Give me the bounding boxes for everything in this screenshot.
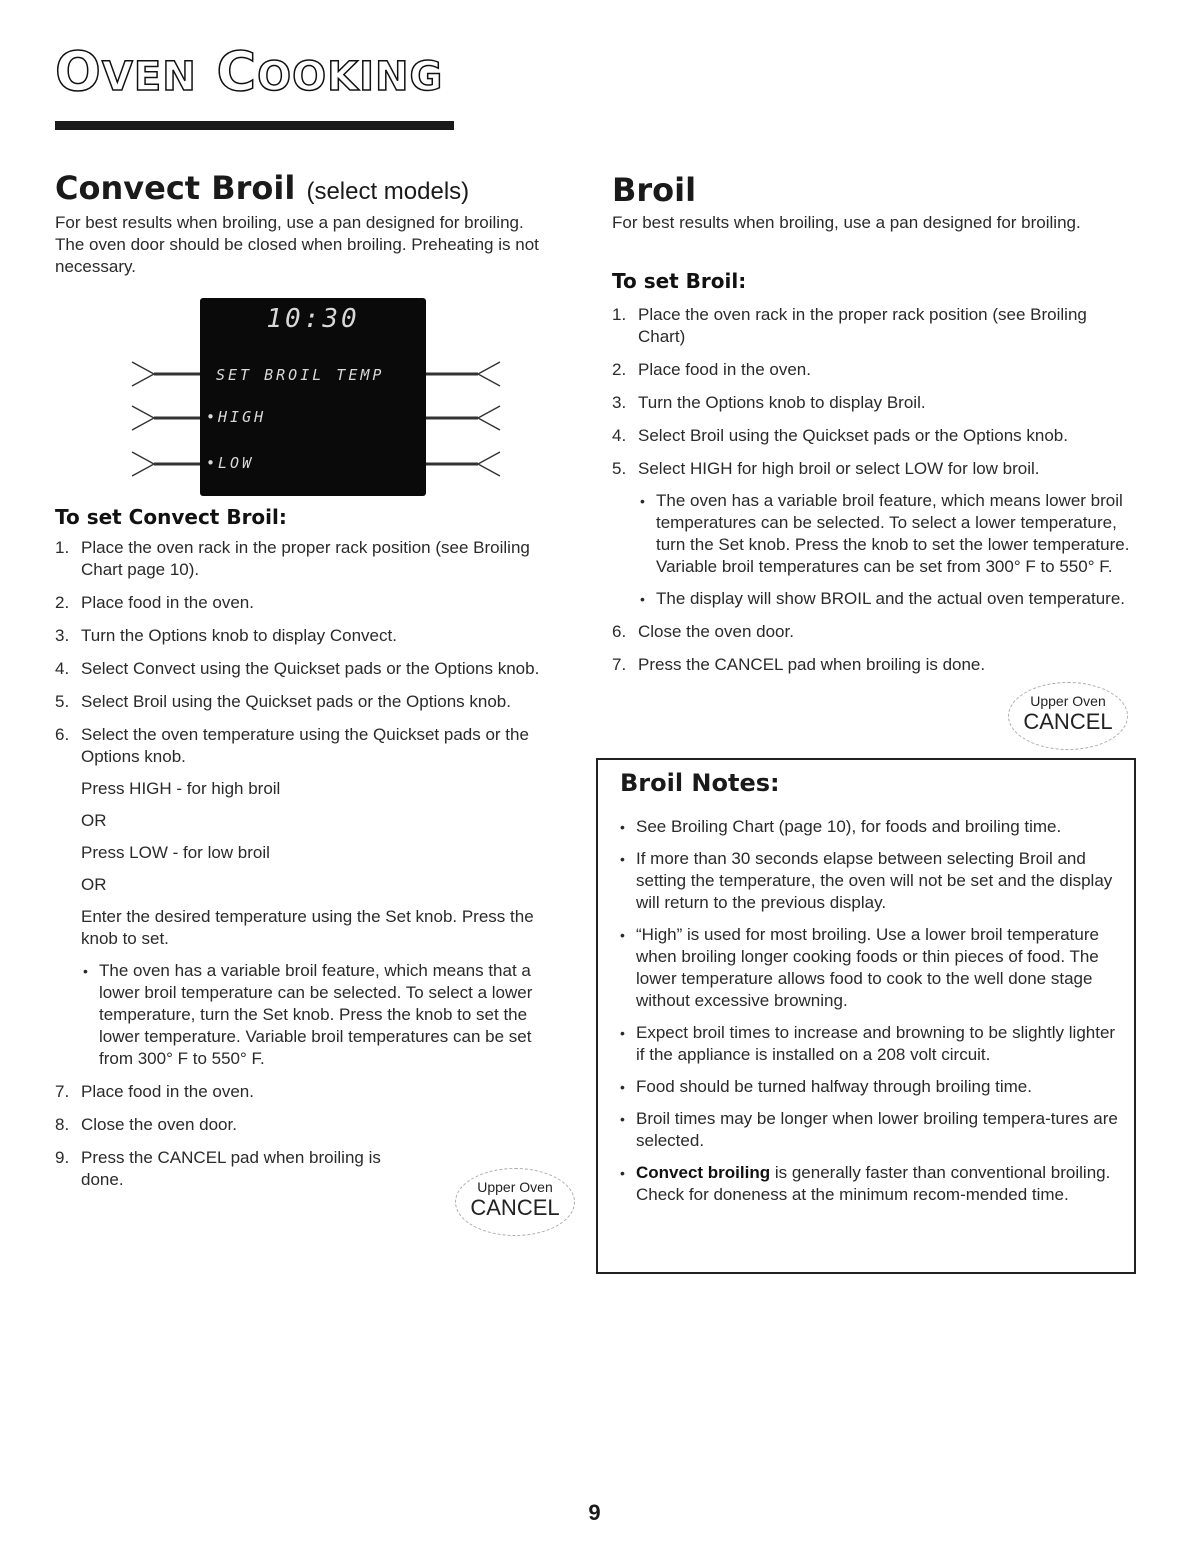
broil-steps <box>612 304 1137 687</box>
note-item: • “High” is used for most broiling. Use a lower broil temperature when broiling longer cooking foods or thin pieces of food. The lower temperature allows food to cook to the well done stage without excessive browning. <box>618 924 1124 1012</box>
broil-intro: For best results when broiling, use a pan designed for broiling. <box>612 213 1081 232</box>
list-item: 5. Select Broil using the Quickset pads or the Options knob. <box>55 692 511 711</box>
broil-notes-heading: Broil Notes: <box>620 769 780 797</box>
list-item: 7. Place food in the oven. <box>55 1082 254 1101</box>
list-item: 4. Select Broil using the Quickset pads or the Options knob. <box>612 426 1068 445</box>
convect-subheading: To set Convect Broil: <box>55 505 287 529</box>
list-item: 6. Close the oven door. <box>612 622 794 641</box>
convect-intro: For best results when broiling, use a pan designed for broiling. The oven door should be closed when broiling. Preheating is not necessary. <box>55 213 539 276</box>
broil-heading: Broil <box>612 171 697 209</box>
page-number: 9 <box>588 1500 601 1525</box>
broil-subheading: To set Broil: <box>612 269 747 293</box>
page-title: OVEN COOKING <box>55 40 444 103</box>
bullet-item: • The oven has a variable broil feature, which means that a lower broil temperature can be selected. To select a lower temperature, turn the Set knob. Press the knob to set the lower temperature. Variable broil temperatures can be set from 300° F to 550° F. <box>81 960 561 1070</box>
broil-notes-box <box>596 758 1136 1274</box>
oven-display-screen <box>200 298 426 496</box>
bullet-item: • The oven has a variable broil feature, which means lower broil temperatures can be selected. To select a lower temperature, turn the Set knob. Press the knob to set the lower temperature. Variable broil temperatures can be set from 300° F to 550° F. <box>638 490 1137 578</box>
bullet-item: • The display will show BROIL and the actual oven temperature. <box>638 588 1137 610</box>
list-item: 8. Close the oven door. <box>55 1115 237 1134</box>
list-item: 7. Press the CANCEL pad when broiling is done. <box>612 655 986 674</box>
list-item: 2. Place food in the oven. <box>612 360 811 379</box>
list-item: 3. Turn the Options knob to display Broil. <box>612 393 926 412</box>
list-item: 2. Place food in the oven. <box>55 593 254 612</box>
step6-or: OR <box>81 875 107 894</box>
convect-broil-heading: Convect Broil (select models) <box>55 169 470 207</box>
note-item: • Convect broiling is generally faster than conventional broiling. Check for doneness at the minimum recom-mended time. <box>618 1162 1124 1206</box>
title-rule <box>55 121 454 130</box>
broil-notes-list <box>618 816 1124 1216</box>
upper-oven-cancel-pad: Upper Oven CANCEL <box>1008 682 1128 750</box>
note-item: • Broil times may be longer when lower broiling tempera-tures are selected. <box>618 1108 1124 1152</box>
display-high-option: •HIGH <box>206 408 267 426</box>
display-set-broil-temp: SET BROIL TEMP <box>216 366 385 384</box>
display-time: 10:30 <box>266 304 360 334</box>
step6-high-option: Press HIGH - for high broil <box>81 779 281 798</box>
note-item: • Expect broil times to increase and browning to be slightly lighter if the appliance is installed on a 208 volt circuit. <box>618 1022 1124 1066</box>
step6-or: OR <box>81 811 107 830</box>
list-item: 9. Press the CANCEL pad when broiling is done. <box>55 1148 381 1189</box>
upper-oven-cancel-pad: Upper Oven CANCEL <box>455 1168 575 1236</box>
note-item: • See Broiling Chart (page 10), for foods and broiling time. <box>618 816 1124 838</box>
step6-bullets <box>81 960 561 1070</box>
list-item: 3. Turn the Options knob to display Convect. <box>55 626 397 645</box>
step6-low-option: Press LOW - for low broil <box>81 843 270 862</box>
list-item: 4. Select Convect using the Quickset pads or the Options knob. <box>55 659 540 678</box>
list-item: 5. Select HIGH for high broil or select LOW for low broil. • The oven has a variable broil feature, which means lower broil temperatures can be selected. To select a lower temperature, turn the Set knob. Press the knob to set the lower temperature. Variable broil temperatures can be set from 300° F to 550° F. • The display will show BROIL and the actual oven temperature. <box>612 458 1137 610</box>
step5-bullets <box>638 490 1137 610</box>
note-item: • If more than 30 seconds elapse between selecting Broil and setting the temperature, the oven will not be set and the display will return to the previous display. <box>618 848 1124 914</box>
step6-set-knob-option: Enter the desired temperature using the Set knob. Press the knob to set. <box>81 907 534 948</box>
convect-steps <box>55 537 575 1202</box>
list-item: 6. Select the oven temperature using the Quickset pads or the Options knob. Press HIGH - for high broil OR Press LOW - for low broil OR Enter the desired temperature using the Set knob. Press the knob to set. • The oven has a variable broil feature, which means that a lower broil temperature can be selected. To select a lower temperature, turn the Set knob. Press the knob to set the lower temperature. Variable broil temperatures can be set from 300° F to 550° F. <box>55 724 575 1070</box>
display-low-option: •LOW <box>206 454 255 472</box>
list-item: 1. Place the oven rack in the proper rack position (see Broiling Chart page 10). <box>55 538 530 579</box>
note-item: • Food should be turned halfway through broiling time. <box>618 1076 1124 1098</box>
list-item: 1. Place the oven rack in the proper rack position (see Broiling Chart) <box>612 305 1087 346</box>
